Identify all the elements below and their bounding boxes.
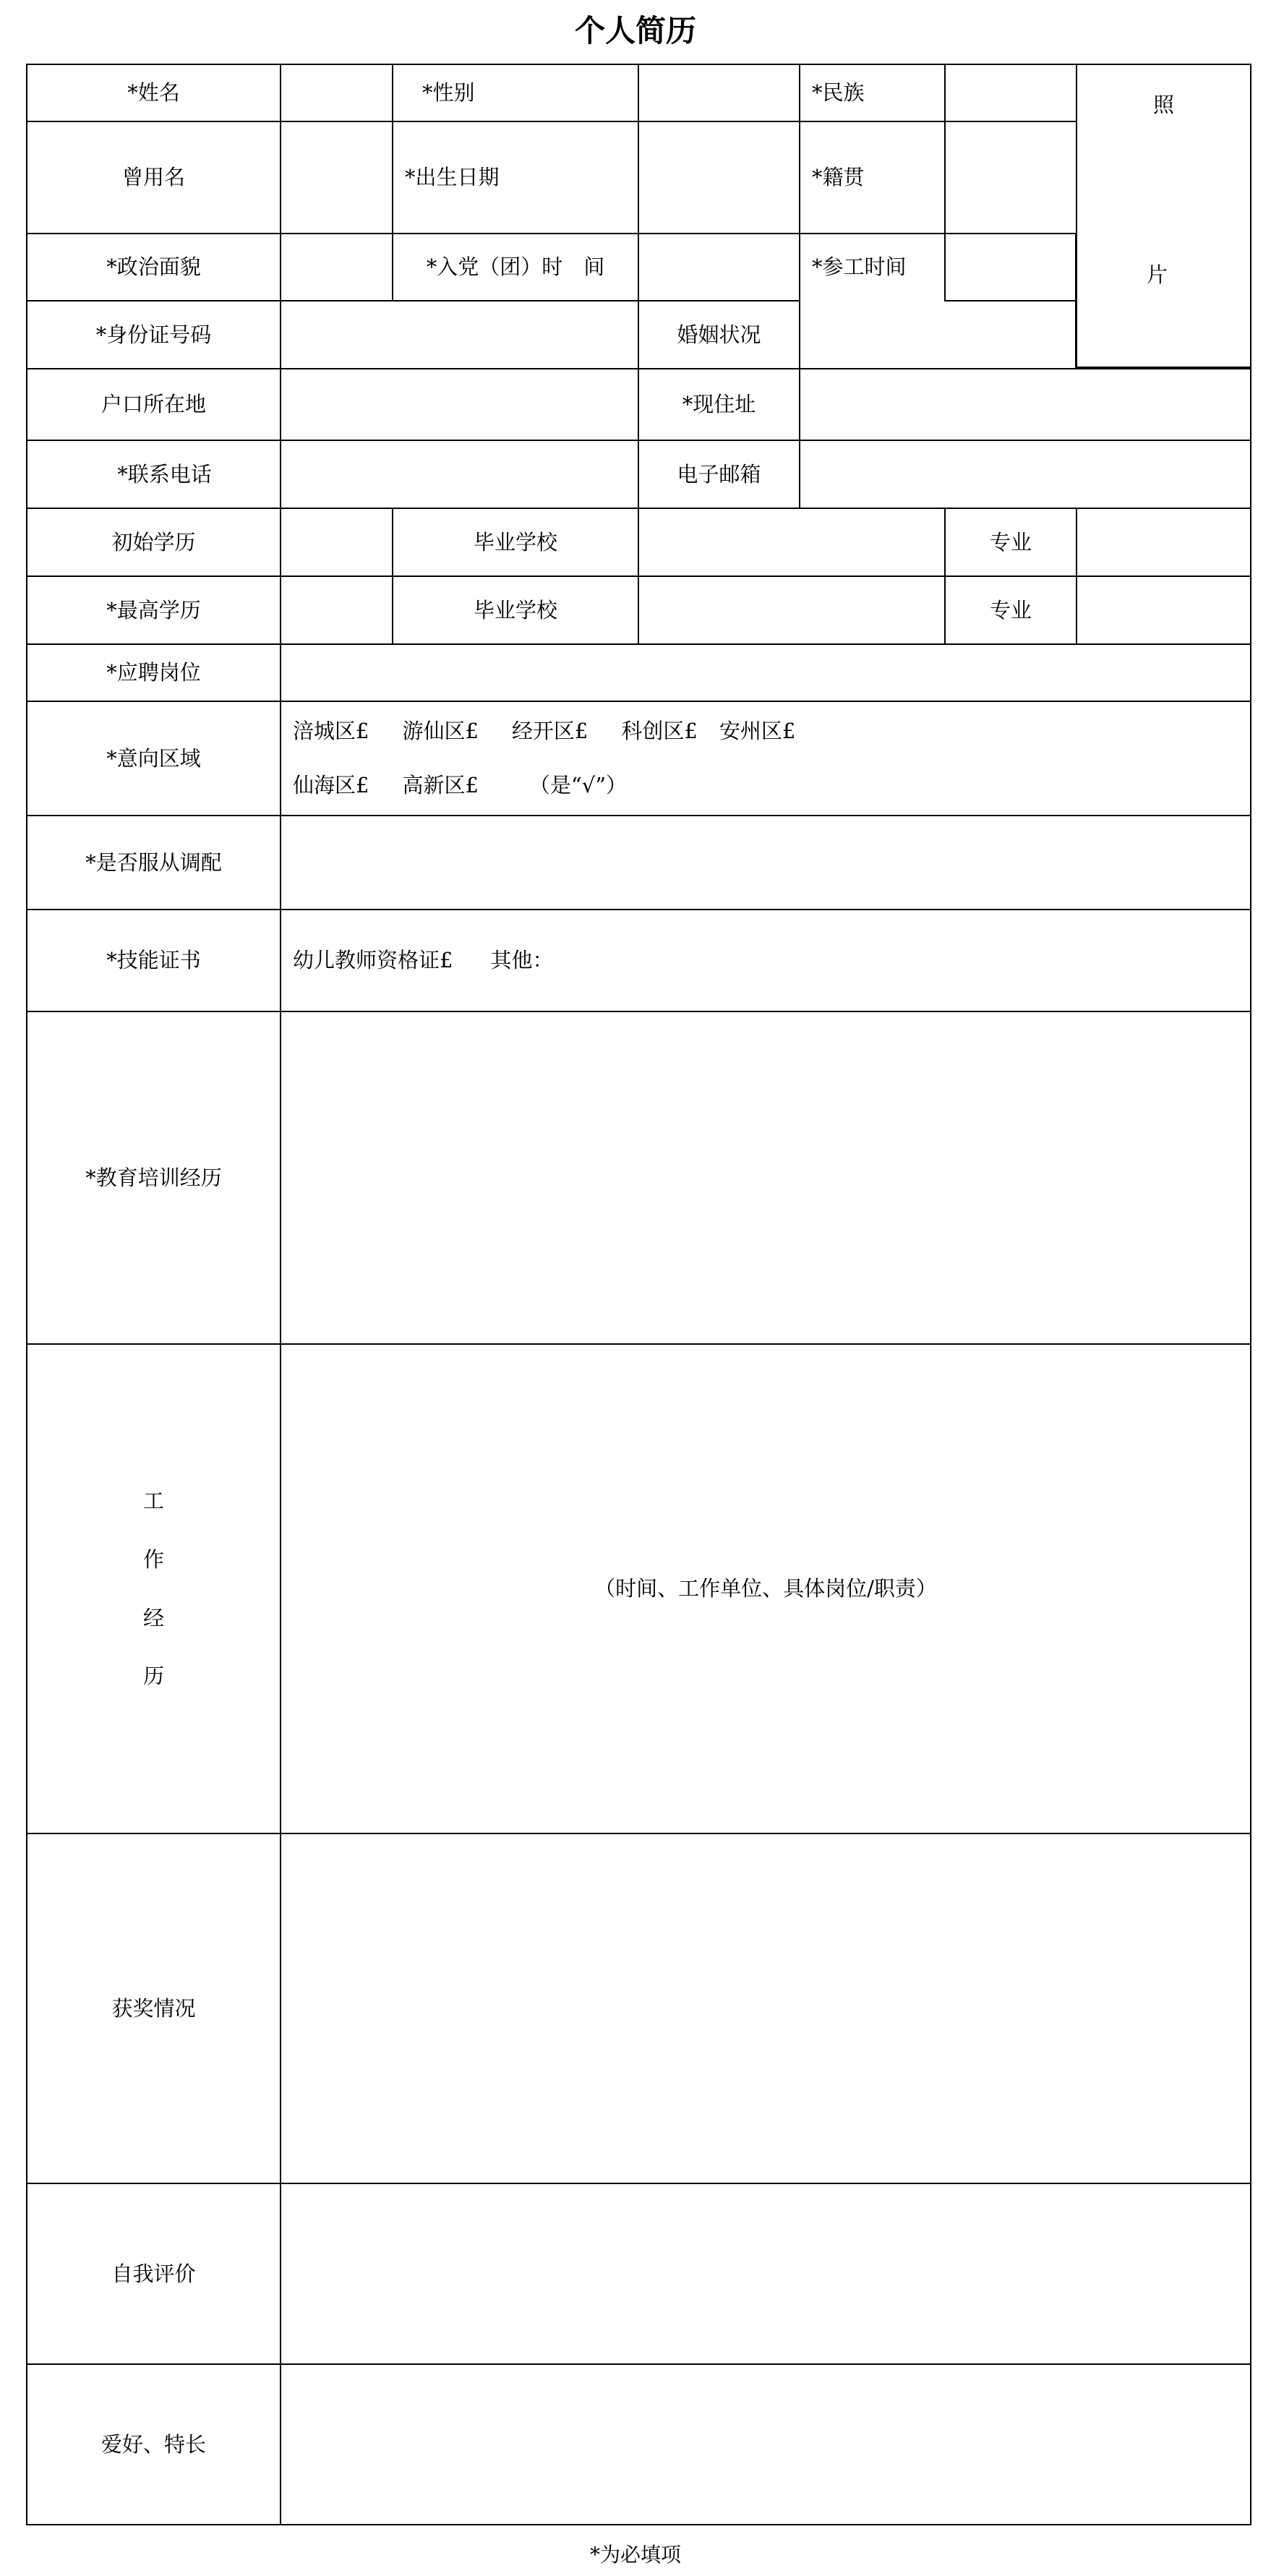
training-label: *教育培训经历 xyxy=(26,1011,281,1345)
party-join-label xyxy=(392,233,639,301)
major-field-2[interactable] xyxy=(1076,575,1251,645)
major-label-1: 专业 xyxy=(944,508,1077,577)
current-address-field[interactable] xyxy=(799,368,1251,441)
position-label: *应聘岗位 xyxy=(26,643,281,702)
photo-label-char-1: 照 xyxy=(1152,93,1174,117)
highest-edu-field[interactable] xyxy=(280,575,393,645)
grad-school-label-1: 毕业学校 xyxy=(392,508,639,577)
work-label-char-2: 作 xyxy=(142,1546,164,1572)
work-label xyxy=(26,1343,281,1834)
position-field[interactable] xyxy=(280,643,1251,702)
region-option-jingkai[interactable]: 经开区£ xyxy=(511,719,589,744)
work-field[interactable] xyxy=(280,1343,1251,1834)
hukou-field[interactable] xyxy=(280,368,639,441)
region-option-kechuang[interactable]: 科创区£ xyxy=(621,719,698,744)
grad-school-label-2: 毕业学校 xyxy=(392,575,639,645)
region-row-2 xyxy=(293,773,627,798)
former-name-field[interactable] xyxy=(280,121,393,234)
native-place-field[interactable] xyxy=(944,121,1077,234)
email-label: 电子邮箱 xyxy=(638,440,800,509)
gender-field[interactable] xyxy=(638,64,800,122)
party-join-field[interactable] xyxy=(638,233,800,301)
region-label: *意向区域 xyxy=(26,701,281,816)
photo-box[interactable] xyxy=(1076,64,1251,368)
region-row-1 xyxy=(293,719,829,744)
work-label-char-3: 经 xyxy=(142,1605,164,1630)
initial-edu-field[interactable] xyxy=(280,508,393,577)
awards-label: 获奖情况 xyxy=(26,1833,281,2184)
awards-field[interactable] xyxy=(280,1833,1251,2184)
work-label-char-1: 工 xyxy=(142,1488,164,1513)
hukou-label: 户口所在地 xyxy=(26,368,281,441)
region-option-anzhou[interactable]: 安州区£ xyxy=(719,719,796,744)
region-options xyxy=(280,701,1251,816)
grad-school-field-2[interactable] xyxy=(638,575,946,645)
political-status-field[interactable] xyxy=(280,233,393,301)
former-name-label: 曾用名 xyxy=(26,121,281,234)
id-number-label: *身份证号码 xyxy=(26,300,281,369)
major-label-2: 专业 xyxy=(944,575,1077,645)
grad-school-field-1[interactable] xyxy=(638,508,946,577)
required-note: *为必填项 xyxy=(589,2543,681,2567)
self-eval-field[interactable] xyxy=(280,2183,1251,2365)
cert-other-label: 其他： xyxy=(490,948,554,973)
work-start-field[interactable] xyxy=(944,233,1077,301)
ethnicity-label xyxy=(799,64,946,122)
highest-edu-label: *最高学历 xyxy=(26,575,281,645)
major-field-1[interactable] xyxy=(1076,508,1251,577)
phone-field[interactable] xyxy=(280,440,639,509)
photo-label-char-2: 片 xyxy=(1146,262,1168,287)
birth-date-label xyxy=(392,121,639,234)
id-number-field[interactable] xyxy=(280,300,639,369)
cert-option-teacher[interactable]: 幼儿教师资格证£ xyxy=(293,948,453,973)
native-place-label-text: *籍贯 xyxy=(812,165,865,190)
cert-options xyxy=(280,909,1251,1012)
hobbies-label: 爱好、特长 xyxy=(26,2363,281,2525)
work-label-char-4: 历 xyxy=(142,1664,164,1689)
page-title: 个人简历 xyxy=(574,13,696,48)
region-option-fucheng[interactable]: 涪城区£ xyxy=(293,719,369,744)
work-start-label-text: *参工时间 xyxy=(812,254,907,279)
birth-date-label-text: *出生日期 xyxy=(405,165,500,190)
email-field[interactable] xyxy=(799,440,1251,509)
self-eval-label: 自我评价 xyxy=(26,2183,281,2365)
marital-status-label: 婚姻状况 xyxy=(638,300,800,369)
cert-row xyxy=(293,948,553,973)
birth-date-field[interactable] xyxy=(638,121,800,234)
cert-label: *技能证书 xyxy=(26,909,281,1012)
region-note: （是“√”） xyxy=(528,773,628,797)
training-field[interactable] xyxy=(280,1011,1251,1345)
ethnicity-label-text: *民族 xyxy=(812,80,865,106)
phone-label: *联系电话 xyxy=(26,440,281,509)
ethnicity-field[interactable] xyxy=(944,64,1077,122)
region-option-xianhai[interactable]: 仙海区£ xyxy=(293,773,369,797)
work-hint: （时间、工作单位、具体岗位/职责） xyxy=(594,1576,937,1601)
hobbies-field[interactable] xyxy=(280,2363,1251,2525)
name-label: *姓名 xyxy=(26,64,281,122)
region-option-youxian[interactable]: 游仙区£ xyxy=(402,719,479,744)
gender-label-text: *性别 xyxy=(422,80,475,106)
current-address-label: *现住址 xyxy=(638,368,800,441)
gender-label xyxy=(392,64,639,122)
region-option-gaoxin[interactable]: 高新区£ xyxy=(402,773,479,797)
party-join-label-text: *入党（团）时 间 xyxy=(426,254,605,280)
obey-label: *是否服从调配 xyxy=(26,815,281,910)
political-status-label: *政治面貌 xyxy=(26,233,281,301)
name-field[interactable] xyxy=(280,64,393,122)
native-place-label xyxy=(799,121,946,234)
obey-field[interactable] xyxy=(280,815,1251,910)
initial-edu-label: 初始学历 xyxy=(26,508,281,577)
